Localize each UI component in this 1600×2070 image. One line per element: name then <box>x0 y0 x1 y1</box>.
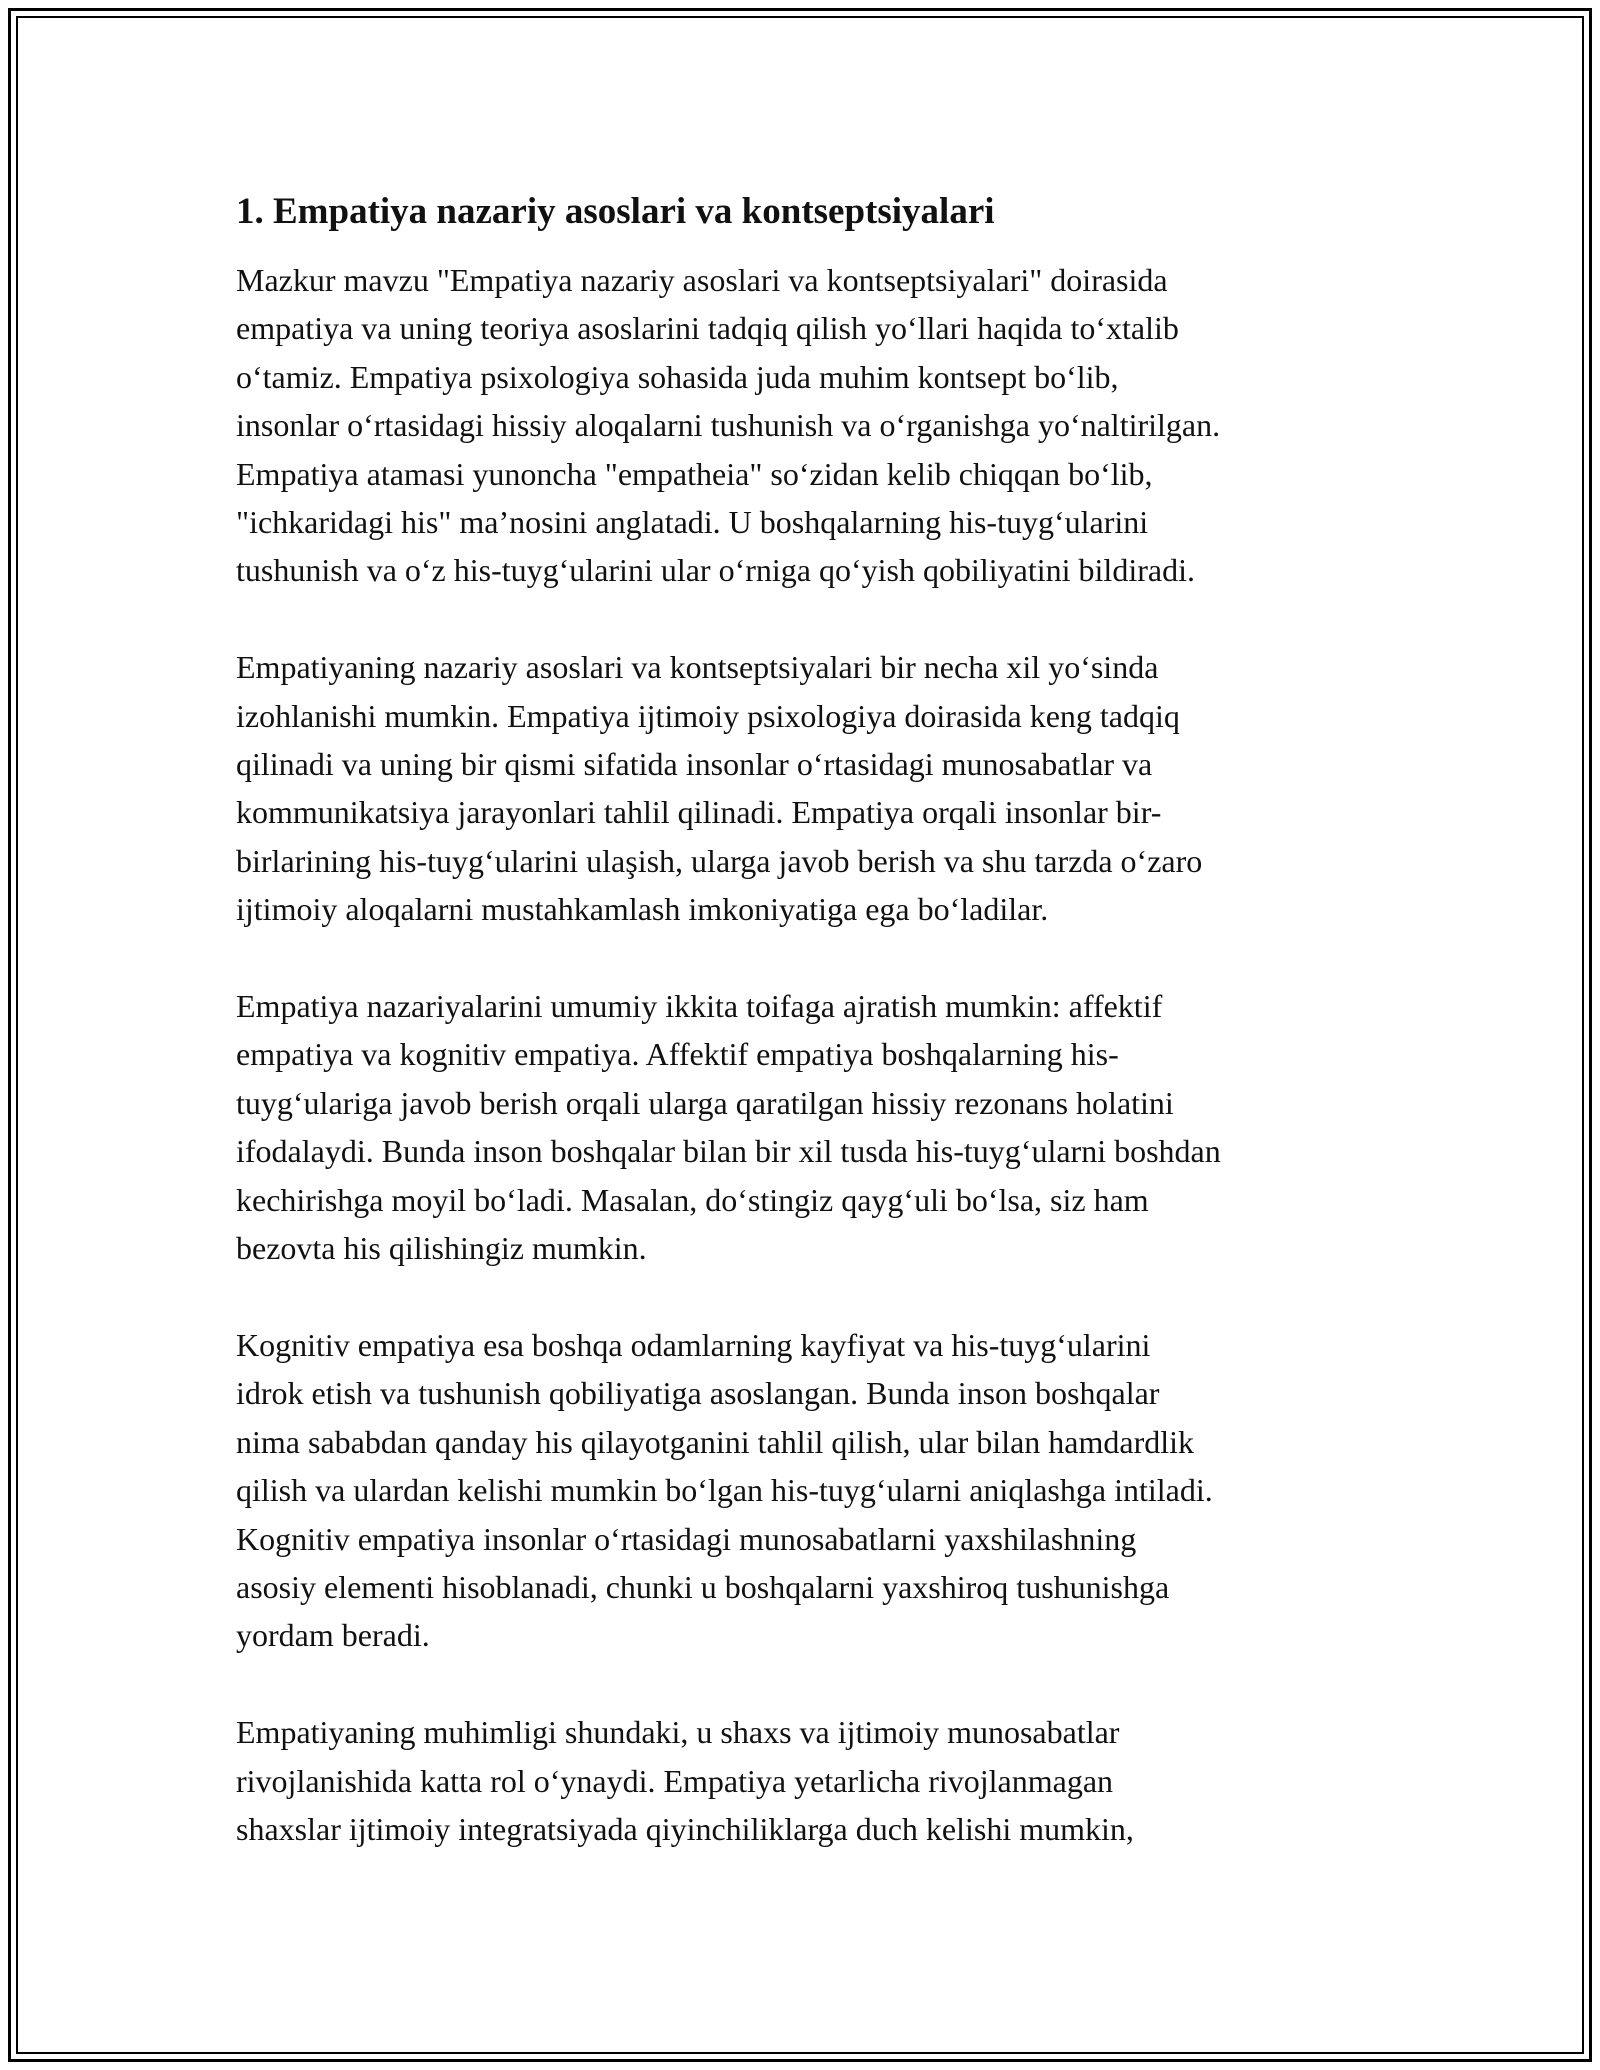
text-line: ifodalaydi. Bunda inson boshqalar bilan bir xil tusda his-tuyg‘ularni boshdan <box>236 1133 1221 1170</box>
text-line: shaxslar ijtimoiy integratsiyada qiyinchiliklarga duch kelishi mumkin, <box>236 1810 1134 1847</box>
section-heading: 1. Empatiya nazariy asoslari va kontseptsiyalari <box>236 191 995 232</box>
paragraph-2 <box>236 643 1376 933</box>
text-line: tushunish va o‘z his-tuyg‘ularini ular o‘rniga qo‘yish qobiliyatini bildiradi. <box>236 552 1195 589</box>
paragraph-gap <box>236 1660 1376 1708</box>
paragraph-gap <box>236 934 1376 982</box>
text-line: nima sababdan qanday his qilayotganini tahlil qilish, ular bilan hamdardlik <box>236 1423 1195 1460</box>
paragraph-4 <box>236 1321 1376 1660</box>
text-line: asosiy elementi hisoblanadi, chunki u boshqalarni yaxshiroq tushunishga <box>236 1568 1170 1605</box>
text-line: idrok etish va tushunish qobiliyatiga asoslangan. Bunda inson boshqalar <box>236 1375 1160 1412</box>
text-line: qilinadi va uning bir qismi sifatida insonlar o‘rtasidagi munosabatlar va <box>236 746 1153 783</box>
text-line: yordam beradi. <box>236 1617 430 1654</box>
text-line: "ichkaridagi his" ma’nosini anglatadi. U boshqalarning his-tuyg‘ularini <box>236 504 1149 541</box>
text-line: Mazkur mavzu "Empatiya nazariy asoslari va kontseptsiyalari" doirasida <box>236 262 1168 298</box>
text-line: rivojlanishida katta rol o‘ynaydi. Empatiya yetarlicha rivojlanmagan <box>236 1762 1114 1799</box>
text-line: tuyg‘ulariga javob berish orqali ularga qaratilgan hissiy rezonans holatini <box>236 1084 1174 1121</box>
text-line: Empatiya nazariyalarini umumiy ikkita toifaga ajratish mumkin: affektif <box>236 988 1163 1025</box>
text-line: empatiya va kognitiv empatiya. Affektif empatiya boshqalarning his- <box>236 1036 1119 1073</box>
paragraph-5 <box>236 1708 1376 1853</box>
text-line: bezovta his qilishingiz mumkin. <box>236 1230 647 1267</box>
paragraph-1 <box>236 256 1376 595</box>
text-line: Empatiya atamasi yunoncha "empatheia" so‘zidan kelib chiqqan bo‘lib, <box>236 455 1153 492</box>
text-line: qilish va ulardan kelishi mumkin bo‘lgan his-tuyg‘ularni aniqlashga intiladi. <box>236 1472 1213 1509</box>
text-line: o‘tamiz. Empatiya psixologiya sohasida juda muhim kontsept bo‘lib, <box>236 358 1119 395</box>
text-line: ijtimoiy aloqalarni mustahkamlash imkoniyatiga ega bo‘ladilar. <box>236 891 1049 928</box>
text-line: Empatiyaning muhimligi shundaki, u shaxs va ijtimoiy munosabatlar <box>236 1714 1120 1751</box>
text-line: kechirishga moyil bo‘ladi. Masalan, do‘stingiz qayg‘uli bo‘lsa, siz ham <box>236 1181 1149 1218</box>
text-line: insonlar o‘rtasidagi hissiy aloqalarni tushunish va o‘rganishga yo‘naltirilgan. <box>236 407 1221 444</box>
text-line: birlarining his-tuyg‘ularini ulaşish, ularga javob berish va shu tarzda o‘zaro <box>236 842 1203 879</box>
paragraph-3 <box>236 982 1376 1272</box>
paragraph-gap <box>236 1273 1376 1321</box>
paragraph-gap <box>236 595 1376 643</box>
text-line: izohlanishi mumkin. Empatiya ijtimoiy psixologiya doirasida keng tadqiq <box>236 697 1180 734</box>
text-line: Empatiyaning nazariy asoslari va kontseptsiyalari bir necha xil yo‘sinda <box>236 649 1159 686</box>
text-line: kommunikatsiya jarayonlari tahlil qilinadi. Empatiya orqali insonlar bir- <box>236 794 1162 831</box>
document-body <box>236 188 1376 1853</box>
text-line: Kognitiv empatiya insonlar o‘rtasidagi munosabatlarni yaxshilashning <box>236 1520 1137 1557</box>
text-line: Kognitiv empatiya esa boshqa odamlarning kayfiyat va his-tuyg‘ularini <box>236 1326 1151 1363</box>
text-line: empatiya va uning teoriya asoslarini tadqiq qilish yo‘llari haqida to‘xtalib <box>236 310 1179 347</box>
